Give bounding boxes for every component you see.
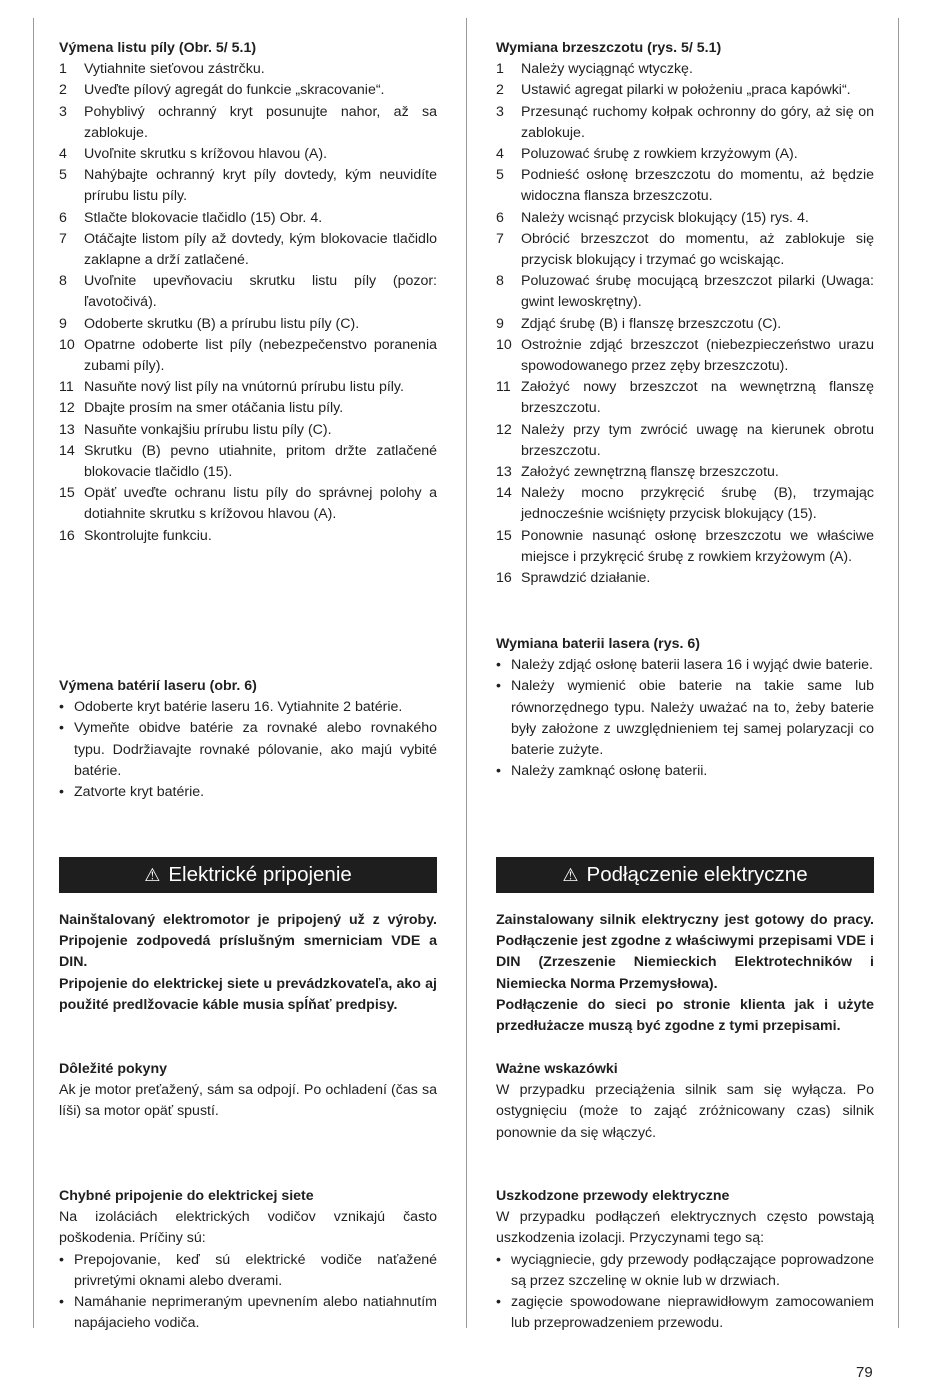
step-item [59, 229, 437, 271]
step-text: Należy mocno przykręcić śrubę (B), trzymając jednocześnie wciśnięty przycisk blokujący (15). [521, 485, 874, 523]
right-notes-text: W przypadku przeciążenia silnik sam się wyłącza. Po ostygnięciu (może to zająć zróżnicowany czas) silnik ponownie da się włączyć. [496, 1082, 874, 1141]
step-item [59, 271, 437, 313]
bullet-item [59, 1292, 437, 1334]
bullet-item [496, 761, 874, 782]
warning-triangle-icon: ⚠ [562, 865, 579, 885]
step-number: 10 [496, 336, 512, 353]
step-item [59, 102, 437, 144]
step-item [59, 314, 437, 335]
left-blade-title: Výmena listu píly (Obr. 5/ 5.1) [59, 40, 257, 56]
step-number: 14 [496, 485, 512, 502]
step-text: Opatrne odoberte list píly (nebezpečenstvo poranenia zubami píly). [84, 336, 437, 375]
bullet-icon: • [59, 720, 64, 737]
right-intro-2: Podłączenie do sieci po stronie klienta jak i użyte przedłużacze muszą być zgodne z tymi przepisami. [496, 996, 874, 1035]
left-battery-list [59, 697, 437, 803]
step-text: Ustawić agregat pilarki w położeniu „praca kapówki“. [521, 82, 851, 99]
step-text: Poluzować śrubę mocującą brzeszczot pilarki (Uwaga: gwint lewoskrętny). [521, 273, 874, 311]
right-faulty-title: Uszkodzone przewody elektryczne [496, 1188, 730, 1204]
step-number: 9 [59, 315, 67, 332]
step-item [59, 420, 437, 441]
step-text: Przesunąć ruchomy kołpak ochronny do góry, aż się on zablokuje. [521, 103, 874, 141]
step-item [59, 441, 437, 483]
right-blade-section [496, 38, 874, 589]
step-text: Uveďte pílový agregát do funkcie „skracovanie“. [84, 82, 385, 99]
bullet-icon: • [496, 657, 501, 674]
bullet-item [59, 697, 437, 718]
step-number: 13 [59, 421, 75, 438]
right-blade-title: Wymiana brzeszczotu (rys. 5/ 5.1) [496, 40, 722, 56]
left-electrical-banner [59, 857, 437, 893]
step-text: Pohyblivý ochranný kryt posunujte nahor, až sa zablokuje. [84, 103, 437, 141]
step-item [59, 526, 437, 547]
step-text: Nasuňte nový list píly na vnútornú prírubu listu píly. [84, 379, 404, 396]
bullet-item [496, 676, 874, 761]
step-number: 5 [59, 167, 67, 184]
step-text: Dbajte prosím na smer otáčania listu píly. [84, 400, 344, 417]
step-item [496, 462, 874, 483]
step-text: Uvoľnite upevňovaciu skrutku listu píly (pozor: ľavotočivá). [84, 273, 437, 311]
step-item [59, 59, 437, 80]
step-number: 8 [59, 273, 67, 290]
left-notes-text: Ak je motor preťažený, sám sa odpojí. Po ochladení (čas sa líši) sa motor opäť spustí. [59, 1082, 437, 1120]
left-battery-section [59, 676, 437, 803]
step-item [59, 335, 437, 377]
step-number: 4 [59, 146, 67, 163]
right-battery-section [496, 634, 874, 782]
step-number: 3 [496, 103, 504, 120]
step-number: 3 [59, 103, 67, 120]
right-battery-list [496, 655, 874, 782]
step-number: 7 [496, 230, 504, 247]
step-text: Poluzować śrubę z rowkiem krzyżowym (A). [521, 146, 798, 163]
step-text: Odoberte skrutku (B) a prírubu listu píly (C). [84, 315, 360, 332]
step-item [496, 144, 874, 165]
step-number: 16 [496, 570, 512, 587]
bullet-item [496, 655, 874, 676]
bullet-text: Namáhanie neprimeraným upevnením alebo natiahnutím napájacieho vodiča. [74, 1294, 437, 1332]
step-number: 13 [496, 464, 512, 481]
step-item [496, 420, 874, 462]
step-number: 16 [59, 527, 75, 544]
left-margin-rule [33, 18, 34, 1328]
right-faulty-list [496, 1250, 874, 1335]
left-intro-1: Nainštalovaný elektromotor je pripojený už z výroby. Pripojenie zodpovedá príslušným smerniciam VDE a DIN. [59, 912, 437, 971]
step-item [59, 144, 437, 165]
step-text: Założyć nowy brzeszczot na wewnętrzną flanszę brzeszczotu. [521, 379, 874, 417]
step-text: Uvoľnite skrutku s krížovou hlavou (A). [84, 146, 328, 163]
bullet-text: Vymeňte obidve batérie za rovnaké alebo rovnakého typu. Dodržiavajte rovnaké pólovanie, ako majú vybité batérie. [74, 720, 437, 779]
step-text: Należy wyciągnąć wtyczkę. [521, 61, 693, 78]
step-number: 12 [496, 421, 512, 438]
step-item [59, 165, 437, 207]
bullet-icon: • [59, 1294, 64, 1311]
step-text: Nasuňte vonkajšiu prírubu listu píly (C). [84, 421, 332, 438]
step-item [496, 335, 874, 377]
left-intro-section [59, 910, 437, 1016]
step-item [496, 568, 874, 589]
step-text: Skrutku (B) pevno utiahnite, pritom držte zatlačené blokovacie tlačidlo (15). [84, 442, 437, 481]
step-number: 1 [496, 61, 504, 78]
right-blade-steps [496, 59, 874, 589]
step-number: 5 [496, 167, 504, 184]
left-blade-section [59, 38, 437, 547]
step-number: 6 [496, 209, 504, 226]
step-item [496, 229, 874, 271]
step-text: Ostrożnie zdjąć brzeszczot (niebezpieczeństwo urazu spowodowanego przez zęby brzeszczotu). [521, 336, 874, 375]
left-intro-2: Pripojenie do elektrickej siete u prevádzkovateľa, ako aj použité predlžovacie káble musia spĺňať predpisy. [59, 975, 437, 1013]
step-number: 7 [59, 230, 67, 247]
step-text: Stlačte blokovacie tlačidlo (15) Obr. 4. [84, 209, 323, 226]
step-number: 2 [496, 82, 504, 99]
bullet-icon: • [496, 1294, 501, 1311]
left-notes-title: Dôležité pokyny [59, 1061, 168, 1077]
bullet-icon: • [59, 784, 64, 801]
step-text: Należy wcisnąć przycisk blokujący (15) rys. 4. [521, 209, 809, 226]
step-item [496, 526, 874, 568]
bullet-icon: • [496, 763, 501, 780]
left-faulty-list [59, 1250, 437, 1335]
step-item [496, 59, 874, 80]
step-text: Zdjąć śrubę (B) i flanszę brzeszczotu (C). [521, 315, 782, 332]
step-number: 8 [496, 273, 504, 290]
left-battery-title: Výmena batérií laseru (obr. 6) [59, 678, 257, 694]
step-item [496, 377, 874, 419]
bullet-text: Należy wymienić obie baterie na takie same lub równorzędnego typu. Należy uważać na to, żeby baterie były założone z uwzględnieniem tej samej polaryzacji co baterie zużyte. [511, 678, 874, 759]
step-number: 14 [59, 442, 75, 459]
step-number: 11 [496, 379, 511, 396]
right-electrical-banner [496, 857, 874, 893]
bullet-item [496, 1250, 874, 1292]
bullet-text: Prepojovanie, keď sú elektrické vodiče naťažené privretými oknami alebo dverami. [74, 1251, 437, 1289]
bullet-item [59, 718, 437, 782]
step-item [59, 377, 437, 398]
step-text: Należy przy tym zwrócić uwagę na kierunek obrotu brzeszczotu. [521, 421, 874, 459]
left-notes-section [59, 1059, 437, 1123]
step-number: 10 [59, 336, 75, 353]
step-item [496, 271, 874, 313]
bullet-text: zagięcie spowodowane nieprawidłowym zamocowaniem lub przeprowadzeniem przewodu. [511, 1294, 874, 1332]
step-text: Nahýbajte ochranný kryt píly dovtedy, kým neuvidíte prírubu listu píly. [84, 167, 437, 205]
bullet-icon: • [59, 699, 64, 716]
bullet-item [59, 1250, 437, 1292]
left-banner-title: Elektrické pripojenie [168, 863, 352, 886]
right-intro-section [496, 910, 874, 1037]
step-text: Ponownie nasunąć osłonę brzeszczotu we właściwe miejsce i przykręcić śrubę z rowkiem krzyżowym (A). [521, 527, 874, 565]
step-text: Otáčajte listom píly až dovtedy, kým blokovacie tlačidlo zaklapne a drží zatlačené. [84, 230, 437, 269]
step-item [59, 80, 437, 101]
bullet-icon: • [496, 1251, 501, 1268]
page-number: 79 [856, 1364, 873, 1381]
right-battery-title: Wymiana baterii lasera (rys. 6) [496, 636, 700, 652]
step-text: Obrócić brzeszczot do momentu, aż zablokuje się przycisk blokujący i trzymać go wciskając. [521, 230, 874, 269]
right-intro-1: Zainstalowany silnik elektryczny jest gotowy do pracy. Podłączenie jest zgodne z właściwymi przepisami VDE i DIN (Zrzeszenie Niemieckich Elektrotechników i Niemiecka Norma Przemysłowa). [496, 912, 874, 992]
step-text: Założyć zewnętrzną flanszę brzeszczotu. [521, 464, 779, 481]
left-faulty-title: Chybné pripojenie do elektrickej siete [59, 1188, 314, 1204]
step-number: 11 [59, 379, 74, 396]
step-number: 6 [59, 209, 67, 226]
right-notes-section [496, 1059, 874, 1144]
right-margin-rule [898, 18, 899, 1328]
bullet-item [59, 782, 437, 803]
step-item [496, 483, 874, 525]
bullet-text: Odoberte kryt batérie laseru 16. Vytiahnite 2 batérie. [74, 699, 403, 716]
step-text: Vytiahnite sieťovou zástrčku. [84, 61, 265, 78]
step-text: Opäť uveďte ochranu listu píly do správnej polohy a dotiahnite skrutku s krížovou hlavou (A). [84, 485, 437, 523]
bullet-text: wyciągniecie, gdy przewody podłączające poprowadzone są przez szczelinę w oknie lub w drzwiach. [511, 1251, 874, 1289]
step-item [496, 208, 874, 229]
step-item [496, 80, 874, 101]
column-divider [466, 18, 467, 1328]
bullet-text: Należy zdjąć osłonę baterii lasera 16 i wyjąć dwie baterie. [511, 657, 873, 674]
step-text: Skontrolujte funkciu. [84, 527, 212, 544]
step-item [59, 208, 437, 229]
left-faulty-section [59, 1186, 437, 1334]
step-text: Sprawdzić działanie. [521, 570, 651, 587]
right-faulty-section [496, 1186, 874, 1334]
step-text: Podnieść osłonę brzeszczotu do momentu, aż będzie widoczna flansza brzeszczotu. [521, 167, 874, 205]
right-faulty-text: W przypadku podłączeń elektrycznych często powstają uszkodzenia izolacji. Przyczynami tego są: [496, 1209, 874, 1247]
step-number: 15 [59, 485, 75, 502]
step-item [496, 165, 874, 207]
step-number: 1 [59, 61, 67, 78]
step-number: 9 [496, 315, 504, 332]
bullet-text: Zatvorte kryt batérie. [74, 784, 205, 801]
step-item [496, 102, 874, 144]
bullet-icon: • [59, 1251, 64, 1268]
step-item [59, 398, 437, 419]
warning-triangle-icon: ⚠ [144, 865, 161, 885]
step-number: 12 [59, 400, 75, 417]
bullet-item [496, 1292, 874, 1334]
step-number: 4 [496, 146, 504, 163]
left-faulty-text: Na izoláciách elektrických vodičov vznikajú často poškodenia. Príčiny sú: [59, 1209, 437, 1247]
step-item [496, 314, 874, 335]
bullet-text: Należy zamknąć osłonę baterii. [511, 763, 708, 780]
right-notes-title: Ważne wskazówki [496, 1061, 618, 1077]
step-number: 2 [59, 82, 67, 99]
step-number: 15 [496, 527, 512, 544]
step-item [59, 483, 437, 525]
right-banner-title: Podłączenie elektryczne [586, 863, 808, 886]
left-blade-steps [59, 59, 437, 547]
bullet-icon: • [496, 678, 501, 695]
